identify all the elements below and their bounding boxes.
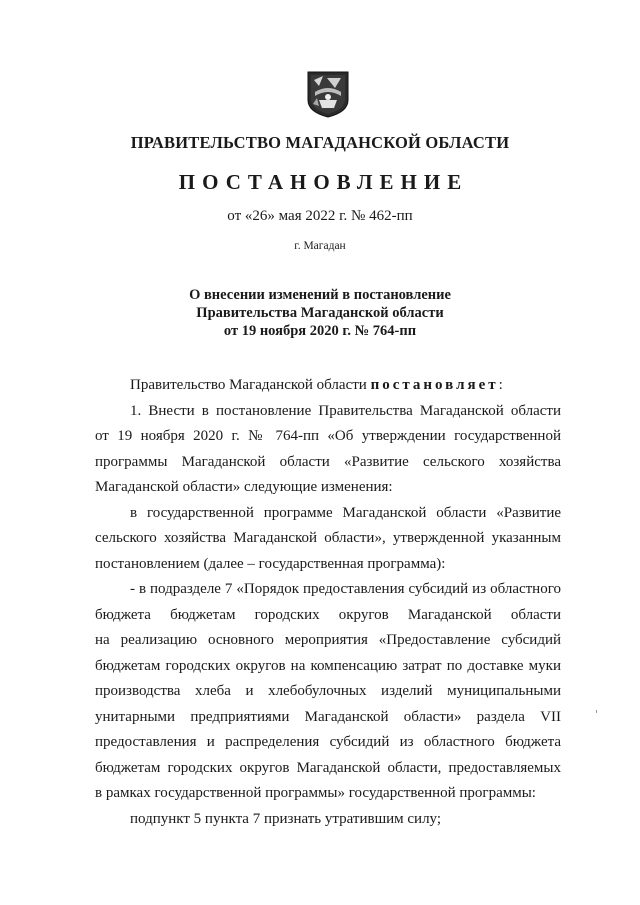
paragraph-line: в государственной программе Магаданской области «Развитие [130,504,561,521]
paragraph-line: унитарными предприятиями Магаданской области» раздела VII [95,708,561,725]
paragraph-line: сельского хозяйства Магаданской области», утвержденной указанным [95,530,561,546]
paragraph-line: на реализацию основного мероприятия «Предоставление субсидий [95,632,561,648]
document-date-number: от «26» мая 2022 г. № 462-пп [227,208,413,224]
subject-line: Правительства Магаданской области [196,305,444,321]
paragraph-line: производства хлеба и хлебобулочных изделий муниципальными [95,683,561,699]
paragraph-line: бюджетам городских округов Магаданской области, предоставляемых [95,759,561,776]
paragraph-line: от 19 ноября 2020 г. № 764-пп «Об утверждении государственной [95,428,561,444]
subject-line: от 19 ноября 2020 г. № 764-пп [223,323,417,339]
preamble-colon: : [498,377,503,393]
government-title: ПРАВИТЕЛЬСТВО МАГАДАНСКОЙ ОБЛАСТИ [130,133,510,152]
preamble [95,373,561,399]
document-body [95,373,561,832]
magadan-coat-of-arms-icon [305,70,351,118]
paragraph-line: бюджета бюджетам городских округов Магаданской области [95,606,561,623]
paragraph-line: подпункт 5 пункта 7 признать утратившим силу; [130,810,442,827]
document-type: ПОСТАНОВЛЕНИЕ [178,170,469,194]
paragraph-line: бюджетам городских округов на компенсацию затрат по доставке муки [95,657,561,674]
preamble-lead: Правительство Магаданской области [130,377,367,393]
document-subject [0,286,640,340]
subject-line: О внесении изменений в постановление [189,287,451,303]
paragraph-line: в рамках государственной программы» государственной программы: [95,785,536,801]
margin-mark [596,710,597,713]
paragraph-line: постановлением (далее – государственная программа): [95,555,446,572]
paragraph-line: Магаданской области» следующие изменения: [95,479,393,495]
paragraph-line: программы Магаданской области «Развитие сельского хозяйства [95,453,561,470]
document-city: г. Магадан [294,240,346,252]
paragraph-line: предоставления и распределения субсидий из областного бюджета [95,734,561,750]
preamble-verb: постановляет [370,377,499,393]
paragraph-line: 1. Внести в постановление Правительства Магаданской области [130,402,561,419]
paragraph-line: - в подразделе 7 «Порядок предоставления субсидий из областного [130,581,561,597]
